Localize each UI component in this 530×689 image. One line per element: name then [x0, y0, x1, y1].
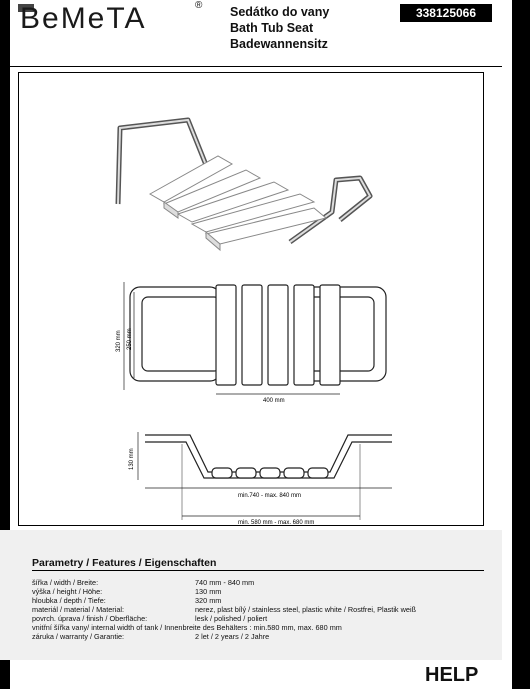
spec-label: hloubka / depth / Tiefe:: [32, 596, 106, 605]
dim-height-inner: 250 mm: [127, 328, 133, 350]
dim-outer-range: min.740 - max. 840 mm: [238, 493, 302, 499]
features-divider: [32, 570, 484, 571]
seat-side-view: [138, 432, 392, 520]
brand-logo: BeMeTA: [20, 2, 147, 35]
product-titles: [230, 4, 329, 52]
spec-label: povrch. úprava / finish / Oberfläche:: [32, 614, 148, 623]
spec-label: vnitřní šířka vany/ internal width of tank / Innenbreite des Behälters : min.580 mm, max. 680 mm: [32, 623, 342, 632]
dim-seat-width: 400 mm: [263, 398, 285, 404]
product-code: 338125066: [400, 4, 492, 22]
title-en: Bath Tub Seat: [230, 21, 314, 35]
spec-row: [32, 587, 222, 596]
spec-value: 320 mm: [195, 596, 222, 605]
spec-row: [32, 632, 270, 641]
header-divider: [0, 66, 502, 67]
dim-height-outer: 320 mm: [116, 330, 122, 352]
spec-row: [32, 596, 222, 605]
spec-label: výška / height / Höhe:: [32, 587, 103, 596]
seat-top-view: [124, 282, 386, 394]
spec-value: 130 mm: [195, 587, 222, 596]
dim-inner-range: min. 580 mm - max. 680 mm: [238, 520, 315, 526]
spec-row: [32, 605, 417, 614]
spec-label: šířka / width / Breite:: [32, 578, 99, 587]
title-cz: Sedátko do vany: [230, 5, 330, 19]
dim-side-height: 130 mm: [129, 448, 135, 470]
spec-row: [32, 578, 255, 587]
technical-drawing: [0, 72, 502, 532]
registered-mark: ®: [195, 0, 203, 11]
spec-value: nerez, plast bílý / stainless steel, plastic white / Rostfrei, Plastik weiß: [195, 605, 417, 614]
help-label: HELP: [425, 664, 479, 686]
spec-value: 2 let / 2 years / 2 Jahre: [195, 632, 270, 641]
spec-row: [32, 623, 342, 632]
features-title: Parametry / Features / Eigenschaften: [32, 557, 217, 569]
spec-value: 740 mm - 840 mm: [195, 578, 255, 587]
spec-label: záruka / warranty / Garantie:: [32, 632, 125, 641]
spec-value: lesk / polished / poliert: [195, 614, 268, 623]
seat-3d-illustration: [118, 120, 370, 250]
title-de: Badewannensitz: [230, 37, 328, 51]
spec-label: materiál / material / Material:: [32, 605, 125, 614]
spec-row: [32, 614, 268, 623]
